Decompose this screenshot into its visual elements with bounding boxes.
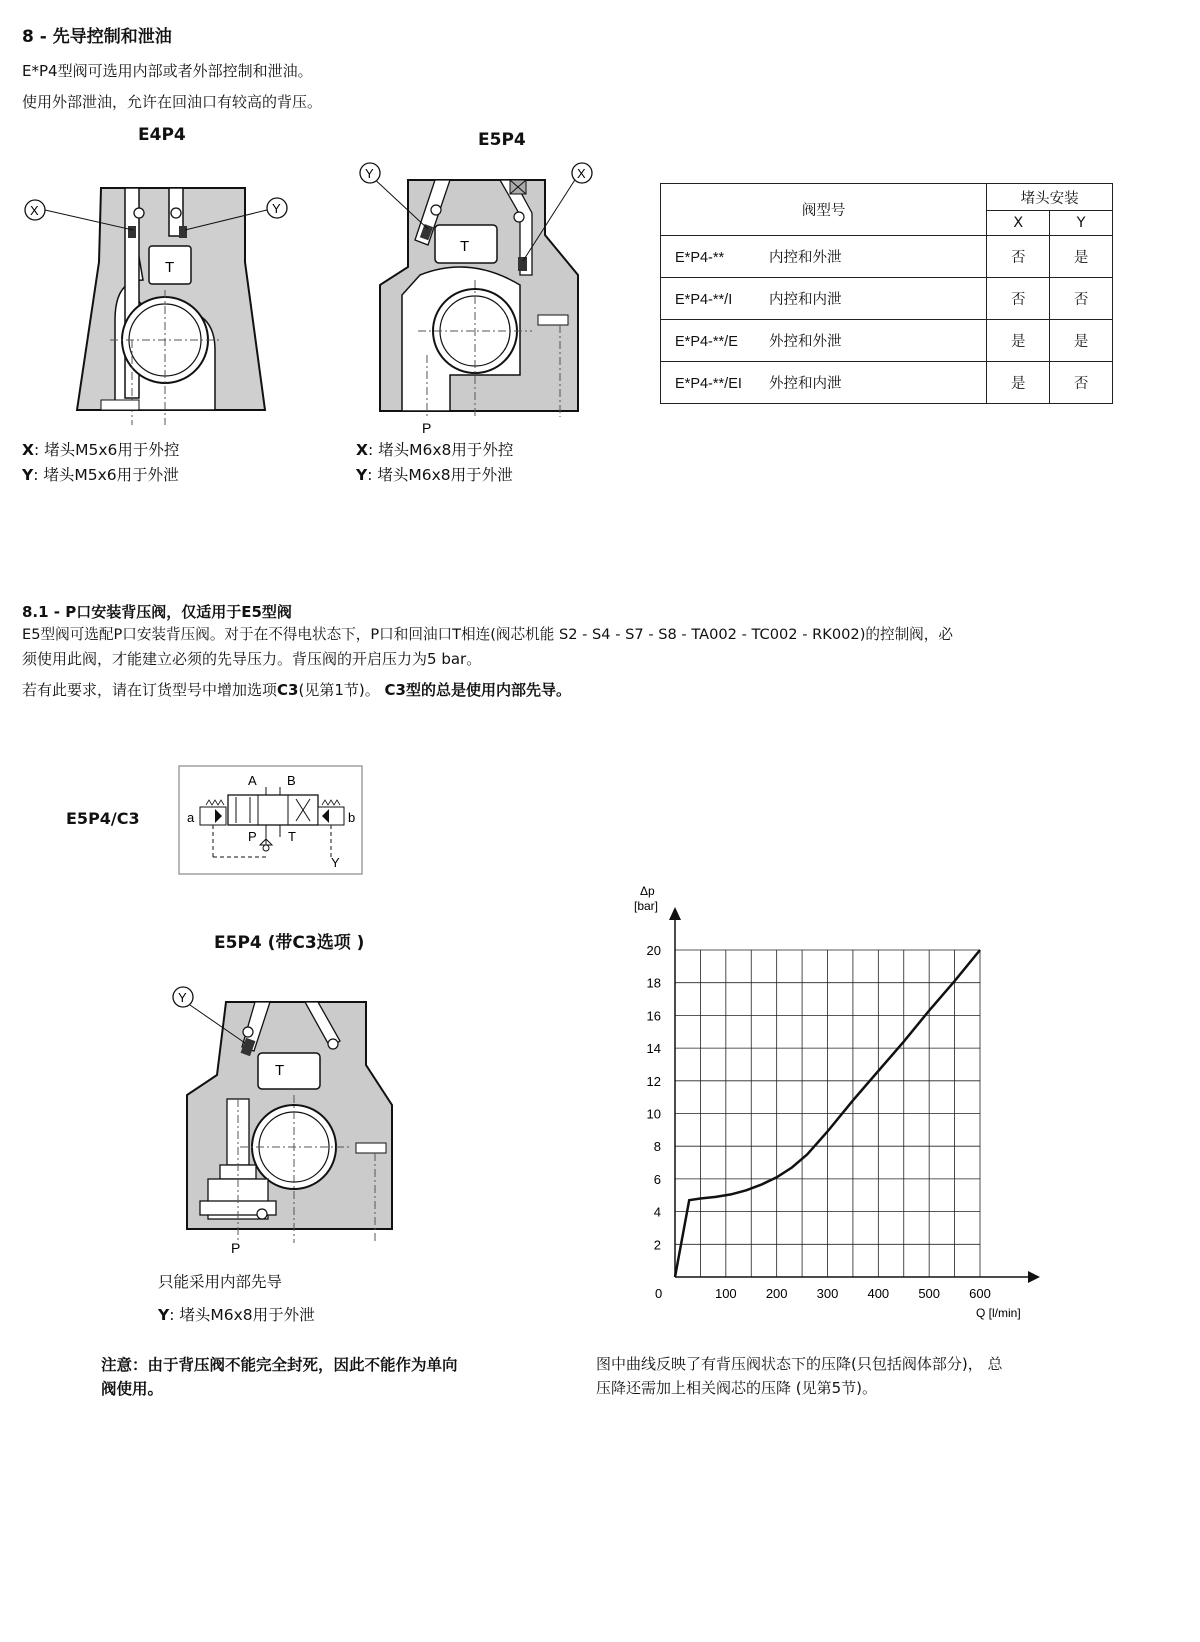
y-axis-unit: [bar] xyxy=(634,899,659,913)
y-tick-label: 12 xyxy=(646,1073,661,1089)
e5p4-caption-x: X: 堵头M6x8用于外控 xyxy=(356,441,514,459)
y-axis-label: Δp xyxy=(640,884,655,898)
section-8-line-2: 使用外部泄油，允许在回油口有较高的背压。 xyxy=(22,93,323,111)
header-plug: 堵头安装 xyxy=(987,184,1113,211)
c3-caption-y: Y: 堵头M6x8用于外泄 xyxy=(158,1306,315,1324)
section-8-title: 8 - 先导控制和泄油 xyxy=(22,27,172,47)
section-8-line-1: E*P4型阀可选用内部或者外部控制和泄油。 xyxy=(22,62,313,80)
plug-table xyxy=(660,183,1113,404)
e5p4-y-marker: Y xyxy=(365,166,374,181)
symbol-p-port: P xyxy=(248,829,257,844)
c3-diagram-label: E5P4 (带C3选项 ) xyxy=(214,933,365,953)
header-y: Y xyxy=(1050,211,1113,236)
section-81-title: 8.1 - P口安装背压阀，仅适用于E5型阀 xyxy=(22,603,292,621)
x-axis-arrow-icon xyxy=(1028,1271,1040,1283)
y-tick-label: 14 xyxy=(646,1041,661,1057)
y-tick-label: 10 xyxy=(646,1106,661,1122)
e4p4-diagram xyxy=(15,150,281,430)
symbol-a-sol: a xyxy=(187,810,195,825)
chart-grid xyxy=(675,950,980,1277)
e5p4-label: E5P4 xyxy=(478,130,526,150)
x-tick-label: 200 xyxy=(765,1286,788,1301)
c3-diagram xyxy=(160,975,420,1265)
y-tick-label: 6 xyxy=(653,1171,661,1187)
section-81-line-1: E5型阀可选配P口安装背压阀。对于在不得电状态下，P口和回油口T相连(阀芯机能 S2 - S4 - S7 - S8 - TA002 - TC002 - RK002)的控制阀，必 xyxy=(22,626,953,643)
symbol-b-sol: b xyxy=(348,810,356,825)
table-row: E*P4-**/EI 外控和内泄 是 否 xyxy=(661,362,1113,404)
y-tick-label: 16 xyxy=(646,1008,661,1024)
origin-label: 0 xyxy=(655,1286,663,1301)
table-row: E*P4-** 内控和外泄 否 是 xyxy=(661,236,1113,278)
section-81-line-3: 若有此要求，请在订货型号中增加选项C3(见第1节)。 C3型的总是使用内部先导。 xyxy=(22,681,571,699)
x-plug-icon xyxy=(518,257,527,271)
y-tick-label: 4 xyxy=(653,1204,661,1220)
c3-y-marker: Y xyxy=(178,990,187,1005)
symbol-a-port: A xyxy=(248,773,257,788)
e4p4-caption-y: Y: 堵头M5x6用于外泄 xyxy=(22,466,179,484)
table-row: E*P4-**/I 内控和内泄 否 否 xyxy=(661,278,1113,320)
y-tick-label: 20 xyxy=(646,943,661,958)
y-axis-arrow-icon xyxy=(669,907,681,920)
e4p4-label: E4P4 xyxy=(138,125,186,145)
section-81-line-2: 须使用此阀，才能建立必须的先导压力。背压阀的开启压力为5 bar。 xyxy=(22,650,482,668)
x-tick-label: 400 xyxy=(867,1286,890,1301)
e5p4-p-label: P xyxy=(422,420,432,436)
c3-p-label: P xyxy=(231,1240,241,1256)
e5p4-c3-symbol xyxy=(178,765,364,877)
y-plug-icon xyxy=(179,226,187,238)
x-tick-label: 600 xyxy=(969,1286,991,1301)
y-tick-label: 2 xyxy=(653,1237,661,1253)
e4p4-x-marker: X xyxy=(30,203,39,218)
e4p4-y-marker: Y xyxy=(272,201,281,216)
symbol-y-port: Y xyxy=(331,855,340,870)
symbol-label: E5P4/C3 xyxy=(66,809,140,828)
y-tick-label: 18 xyxy=(646,975,661,991)
chart-caption-line-1: 图中曲线反映了有背压阀状态下的压降(只包括阀体部分)， 总 xyxy=(596,1355,1003,1373)
x-tick-label: 500 xyxy=(918,1286,941,1301)
c3-caption-pilot: 只能采用内部先导 xyxy=(158,1273,283,1291)
x-axis-label: Q [l/min] xyxy=(976,1306,1021,1320)
e5p4-x-marker: X xyxy=(577,166,586,181)
e4p4-caption-x: X: 堵头M5x6用于外控 xyxy=(22,441,180,459)
pressure-drop-chart xyxy=(620,875,1050,1325)
header-model: 阀型号 xyxy=(661,184,987,236)
chart-caption-line-2: 压降还需加上相关阀芯的压降 (见第5节)。 xyxy=(596,1379,878,1397)
note-line-1: 注意：由于背压阀不能完全封死，因此不能作为单向 xyxy=(101,1356,458,1374)
x-plug-icon xyxy=(128,226,136,238)
e5p4-diagram xyxy=(360,155,620,440)
note-line-2: 阀使用。 xyxy=(101,1380,164,1398)
symbol-t-port: T xyxy=(288,829,296,844)
header-x: X xyxy=(987,211,1050,236)
y-tick-label: 8 xyxy=(653,1139,661,1155)
c3-t-label: T xyxy=(275,1062,285,1079)
x-tick-label: 100 xyxy=(714,1286,737,1301)
symbol-b-port: B xyxy=(287,773,296,788)
e4p4-t-label: T xyxy=(165,259,175,276)
table-row: E*P4-**/E 外控和外泄 是 是 xyxy=(661,320,1113,362)
x-tick-label: 300 xyxy=(816,1286,839,1301)
e5p4-caption-y: Y: 堵头M6x8用于外泄 xyxy=(356,466,513,484)
e5p4-t-label: T xyxy=(460,238,470,255)
